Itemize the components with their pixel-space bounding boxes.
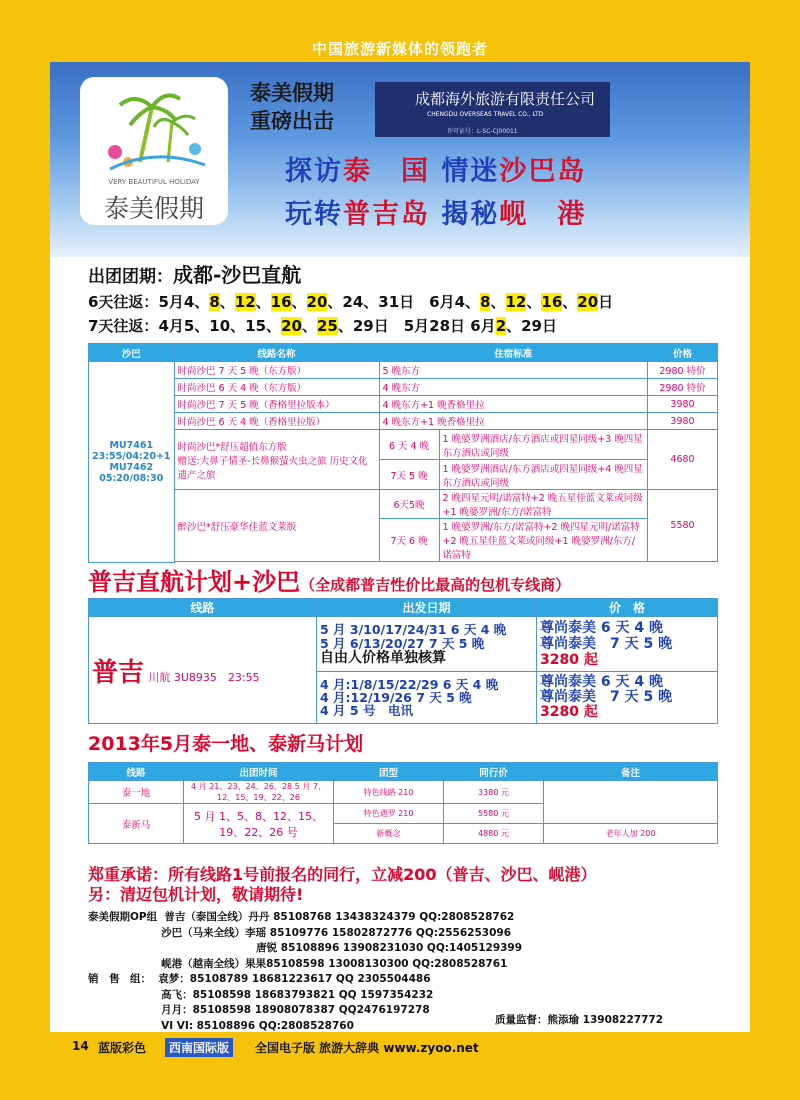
highlighted-date: 16 [270,293,292,311]
top-tagline: 中国旅游新媒体的领跑者 [311,40,488,58]
headline-2-a: 玩转 [285,199,343,230]
dates-7day [88,315,613,336]
date-block-1 [317,617,537,672]
col-header: 出发日期 [317,599,537,617]
type: 新概念 [334,824,444,844]
col-header: 沙巴 [89,344,175,362]
quality-supervisor: 质量监督：熊添瑜 13908227772 [495,1014,664,1026]
headline-1 [285,149,586,188]
dates-label: 出团团期： [88,267,173,287]
route-name: 时尚沙巴 6 天 4 晚（香格里拉版） [174,413,379,430]
hotel: 4 晚东方+1 晚香格里拉 [379,396,647,413]
hotel: 1 晚婆罗洲/东方/诺富特+2 晚四星元明/诺富特+2 晚五星佳蓝文莱或同级+1 晚婆罗洲/东方/诺富特 [439,519,647,562]
highlighted-date: 8 [209,293,220,311]
date-text: 、 [255,293,271,311]
phuket-flight: 川航 3U8935 23:55 [148,670,260,684]
price-line: 3280 起 [540,652,598,668]
date-block-2 [317,672,537,724]
footer-box: 西南国际版 [165,1038,233,1057]
highlighted-date: 2 [495,317,507,335]
type: 特色线路 210 [334,781,444,804]
dates-6day [88,291,613,312]
highlighted-date: 20 [577,293,599,311]
note: 老年人加 200 [544,824,718,844]
highlighted-date: 12 [505,293,527,311]
date-text: 日 [598,293,614,311]
promotion [88,865,597,905]
col-header: 备注 [544,763,718,781]
price-line: 尊尚泰美 6 天 4 晚 [540,674,663,690]
table-row [89,362,718,379]
note [544,781,718,824]
highlighted-date: 12 [234,293,256,311]
col-header: 价 格 [537,599,718,617]
price: 4680 [648,430,718,490]
date-text: 、29日 5月28日 6月 [337,317,496,335]
date-line: 自由人价格单独核算 [320,650,446,666]
price: 2980 特价 [648,362,718,379]
date-line: 5 月 6/13/20/27 7 天 5 晚 [320,636,485,651]
headline-2 [285,192,586,231]
price-line: 3280 起 [540,704,598,720]
route-name: 时尚沙巴*舒压超值东方版 [177,441,287,453]
hotel: 1 晚婆罗洲酒店/东方酒店或四星同级+4 晚四星东方酒店或同级 [439,460,647,490]
palm-tree-icon [80,77,228,177]
phuket-title [88,562,570,597]
route: 泰一地 [89,781,184,804]
price: 3980 [648,396,718,413]
table-row [89,396,718,413]
slogan [250,79,334,135]
table-header [89,344,718,362]
highlighted-date: 20 [281,317,302,335]
phuket-table [88,598,718,724]
col-header: 线路 [89,763,184,781]
phuket-route [89,617,317,724]
chiangmai-text: 另：清迈包机计划，敬请期待! [88,885,304,904]
footer-edition: 蓝版彩色 [98,1041,147,1055]
logo-english: VERY BEAUTIFUL HOLIDAY [108,178,200,186]
col-header: 出团时间 [184,763,334,781]
route-name: 时尚沙巴 7 天 5 晚（香格里拉版本） [174,396,379,413]
date-text: 、 [291,293,307,311]
banner [50,62,750,257]
price: 2980 特价 [648,379,718,396]
price-line: 尊尚泰美 6 天 4 晚 [540,620,663,636]
route-group-1 [174,430,379,490]
hotel: 2 晚四星元明/诺富特+2 晚五星佳蓝文莱或同级+1 晚婆罗洲/东方/诺富特 [439,490,647,519]
headline-2-d: 岘 港 [499,199,587,230]
date-text: 、24、31日 6月4、 [327,293,481,311]
table-row [89,413,718,430]
date: 5 月 1、5、8、12、15、19、22、26 号 [184,804,334,844]
route-name: 时尚沙巴 6 天 4 晚（东方版） [174,379,379,396]
promise-text: 郑重承诺：所有线路1号前报名的同行，立减200（普吉、沙巴、岘港） [88,865,597,884]
date-text: 5月4、 [158,293,210,311]
flight-info: MU7461 23:55/04:20+1 MU7462 05:20/08:30 [89,362,175,563]
date-line: 4 月 5 号 电讯 [320,703,413,718]
headline-2-b: 普吉岛 [343,199,430,230]
table-row [89,617,718,672]
highlighted-date: 20 [306,293,328,311]
table-row [89,490,718,519]
dates-7day-values [158,317,557,335]
col-header: 价格 [648,344,718,362]
highlighted-date: 25 [316,317,338,335]
table-header [89,763,718,781]
date-text: 4月5、10、15、 [158,317,282,335]
headline-1-c: 情迷 [441,156,500,187]
logo [80,77,228,225]
agency-name: 成都海外旅游有限责任公司 [415,90,596,108]
price: 3380 元 [444,781,544,804]
page-number: 14 [72,1039,89,1053]
agency-license: 许可证号：L-SC-CJ00011 [447,128,518,135]
contact-list: 泰美假期OP组 普吉（泰国全线）丹丹 85108768 13438324379 QQ:2808528762 沙巴（马来全线）李瑶 85109776 15802872776 QQ:2556253096 唐锐 85108896 13908231030 QQ:1405129399 岘港（越南全线）果果85108598 13008130300 QQ:2808528761 销 售 组： 袁梦：85108789 18681223617 QQ 2305504486 高飞：85108598 18683793821 QQ 1597354232 月月：85108598 18908078387 QQ2476197278 VI VI: 85108896 QQ:2808528760 [88,911,523,1032]
date-line: 4 月:1/8/15/22/29 6 天 4 晚 [320,677,499,692]
days: 7天 6 晚 [379,519,439,562]
section-thailand: 2013年5月泰一地、泰新马计划 [88,733,364,755]
phuket-title-main: 普吉直航计划+沙巴 [88,568,301,596]
date: 4 月 21、23、24、26、28 5 月 7、12、15、19、22、26 [184,781,334,804]
col-header: 住宿标准 [379,344,647,362]
col-header: 团型 [334,763,444,781]
route-name: 时尚沙巴 7 天 5 晚（东方版） [174,362,379,379]
tour-dates [88,259,613,336]
slogan-line-2: 重磅出击 [250,109,334,133]
agency-english: CHENGDU OVERSEAS TRAVEL CO., LTD [427,111,544,118]
price-block-2 [537,672,718,724]
table-row [89,781,718,804]
dates-6day-label: 6天往返： [88,293,159,311]
days: 6 天 4 晚 [379,430,439,460]
agency-box [375,82,610,137]
date-line: 4 月:12/19/26 7 天 5 晚 [320,690,472,705]
type: 特色遇罗 210 [334,804,444,824]
price-line: 尊尚泰美 7 天 5 晚 [540,689,673,705]
table-row [89,379,718,396]
hotel: 1 晚婆罗洲酒店/东方酒店或四星同级+3 晚四星东方酒店或同级 [439,430,647,460]
price-block-1 [537,617,718,672]
price: 5580 [648,490,718,562]
headline-2-c: 揭秘 [441,199,500,230]
footer-site: 全国电子版 旅游大辞典 www.zyoo.net [255,1041,479,1055]
date-text: 、 [562,293,578,311]
hotel: 4 晚东方 [379,379,647,396]
headline-1-a: 探访 [285,156,343,187]
logo-name: 泰美假期 [103,194,204,223]
days: 7天 5 晚 [379,460,439,490]
sabah-table [88,343,718,563]
footer [50,1036,750,1060]
headline-1-b: 泰 国 [343,156,430,187]
route-name: 醉沙巴*舒压豪华佳蓝文莱版 [174,490,379,562]
date-text: 、 [526,293,542,311]
price: 3980 [648,413,718,430]
price-line: 尊尚泰美 7 天 5 晚 [540,636,673,652]
date-text: 、 [490,293,506,311]
date-text: 、29日 [506,317,557,335]
headline-1-d: 沙巴岛 [499,156,587,187]
page [50,62,750,1032]
price: 4880 元 [444,824,544,844]
thailand-table [88,762,718,844]
date-text: 、 [301,317,317,335]
col-header: 线路 [89,599,317,617]
slogan-line-1: 泰美假期 [250,81,334,105]
dates-route: 成都-沙巴直航 [173,263,302,287]
col-header: 同行价 [444,763,544,781]
dates-6day-values [158,293,613,311]
hotel: 5 晚东方 [379,362,647,379]
route: 泰新马 [89,804,184,844]
days: 6天5晚 [379,490,439,519]
dates-7day-label: 7天往返： [88,317,159,335]
hotel: 4 晚东方+1 晚香格里拉 [379,413,647,430]
route-note: 赠送:大鼻子情圣-长鼻猴萤火虫之旅 历史文化遗产之旅 [177,455,368,481]
highlighted-date: 8 [480,293,491,311]
highlighted-date: 16 [541,293,563,311]
col-header: 线路名称 [174,344,379,362]
phuket-title-sub: （全成都普吉性价比最高的包机专线商） [300,576,571,594]
date-text: 、 [219,293,235,311]
date-line: 5 月 3/10/17/24/31 6 天 4 晚 [320,622,507,637]
table-row [89,430,718,460]
price: 5580 元 [444,804,544,824]
table-header [89,599,718,617]
phuket-dest: 普吉 [92,657,145,688]
